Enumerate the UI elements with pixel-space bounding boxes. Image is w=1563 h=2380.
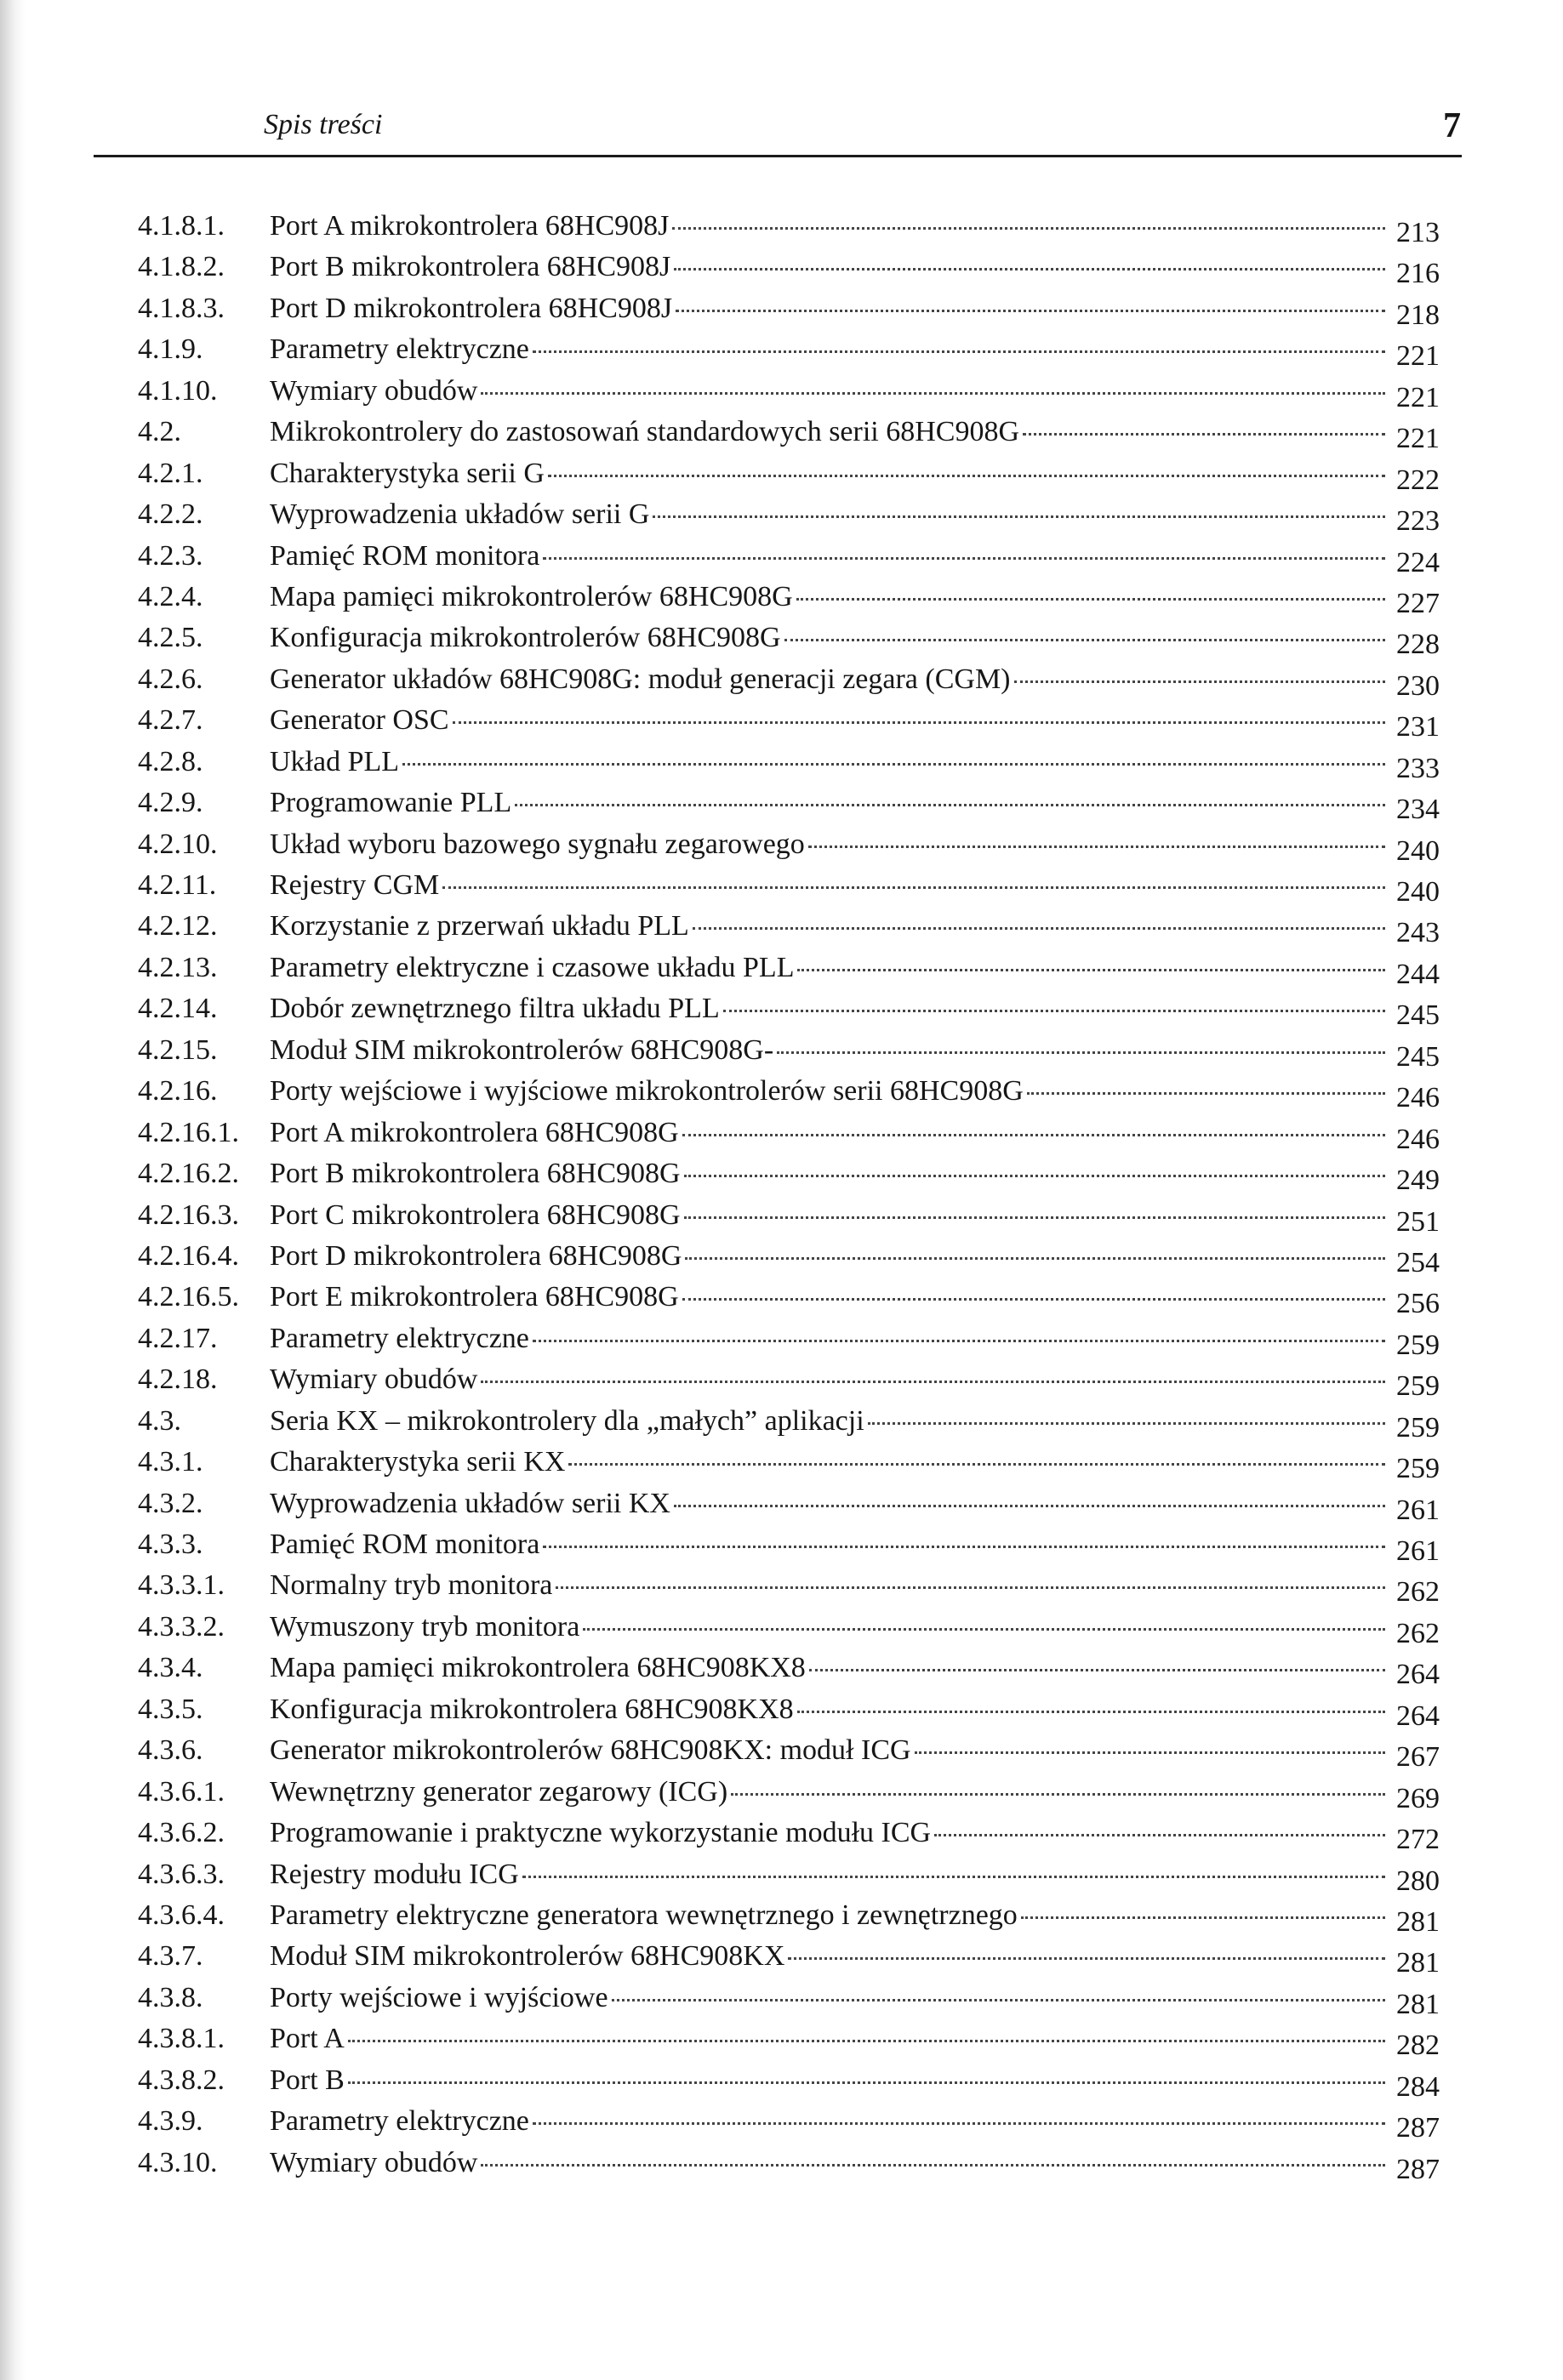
- toc-entry: [138, 453, 1440, 494]
- toc-entry-body: [270, 1277, 1440, 1318]
- toc-entry: [138, 1483, 1440, 1524]
- toc-entry-title: Charakterystyka serii G: [270, 457, 545, 489]
- toc-entry: [138, 1648, 1440, 1691]
- toc-entry: [138, 1442, 1440, 1483]
- toc-entry-body: [270, 2060, 1440, 2101]
- toc-entry: [138, 1772, 1440, 1813]
- toc-entry-number: 4.3.9.: [138, 2105, 203, 2138]
- toc-entry-body: [270, 1113, 1440, 1153]
- toc-entry-number: 4.2.7.: [138, 704, 203, 737]
- toc-entry-body: [270, 577, 1440, 618]
- toc-dot-leader: [808, 846, 1385, 848]
- toc-entry-body: [270, 1689, 1440, 1730]
- toc-entry: [138, 247, 1440, 288]
- toc-entry-title: Pamięć ROM monitora: [270, 539, 540, 572]
- toc-entry: [138, 329, 1440, 373]
- toc-entry-title: Port B mikrokontrolera 68HC908J: [270, 251, 671, 283]
- toc-entry: [138, 371, 1440, 412]
- toc-entry-page: 281: [1396, 1988, 1440, 2020]
- toc-entry-body: [270, 2018, 1440, 2062]
- toc-entry-page: 259: [1396, 1453, 1440, 1485]
- toc-entry-page: 267: [1396, 1741, 1440, 1774]
- toc-entry-title: Programowanie PLL: [270, 787, 512, 819]
- toc-entry-number: 4.2.17.: [138, 1322, 218, 1354]
- toc-entry-title: Wyprowadzenia układów serii G: [270, 498, 650, 531]
- toc-entry-number: 4.2.16.2.: [138, 1158, 239, 1190]
- toc-entry-title: Generator układów 68HC908G: moduł generacji zegara (CGM): [270, 663, 1011, 695]
- toc-dot-leader: [676, 310, 1385, 312]
- toc-entry-number: 4.2.16.3.: [138, 1199, 239, 1231]
- toc-entry-body: [270, 742, 1440, 783]
- toc-entry-number: 4.2.4.: [138, 580, 203, 612]
- toc-entry-title: Porty wejściowe i wyjściowe mikrokontrolerów serii 68HC908G: [270, 1075, 1024, 1107]
- toc-dot-leader: [543, 557, 1385, 560]
- toc-entry: [138, 494, 1440, 538]
- toc-entry-number: 4.1.8.1.: [138, 210, 225, 242]
- toc-entry-number: 4.3.6.1.: [138, 1775, 225, 1808]
- toc-entry-body: [270, 1607, 1440, 1648]
- toc-entry-number: 4.2.11.: [138, 869, 217, 901]
- toc-dot-leader: [442, 886, 1385, 889]
- toc-entry-body: [270, 906, 1440, 947]
- toc-entry: [138, 1030, 1440, 1071]
- toc-entry-number: 4.3.1.: [138, 1446, 203, 1478]
- toc-entry-title: Mikrokontrolery do zastosowań standardowych serii 68HC908G: [270, 416, 1020, 448]
- toc-entry-body: [270, 700, 1440, 741]
- toc-entry-page: 244: [1396, 958, 1440, 990]
- toc-dot-leader: [1023, 433, 1385, 436]
- toc-entry: [138, 988, 1440, 1032]
- toc-entry-title: Układ PLL: [270, 745, 400, 777]
- toc-entry-page: 221: [1396, 340, 1440, 373]
- toc-entry-number: 4.3.3.1.: [138, 1569, 225, 1602]
- toc-entry-number: 4.2.5.: [138, 622, 203, 654]
- toc-entry-page: 243: [1396, 917, 1440, 949]
- toc-entry: [138, 2060, 1440, 2101]
- toc-entry: [138, 824, 1440, 865]
- toc-entry-number: 4.1.10.: [138, 374, 218, 407]
- toc-entry: [138, 1153, 1440, 1197]
- toc-entry: [138, 1071, 1440, 1112]
- toc-entry-page: 216: [1396, 258, 1440, 290]
- toc-dot-leader: [533, 1340, 1385, 1342]
- toc-entry-body: [270, 1854, 1440, 1895]
- toc-entry-body: [270, 1071, 1440, 1112]
- toc-entry-page: 231: [1396, 711, 1440, 743]
- toc-dot-leader: [796, 598, 1385, 601]
- toc-entry: [138, 618, 1440, 661]
- toc-entry-number: 4.2.3.: [138, 539, 203, 572]
- toc-entry-page: 221: [1396, 381, 1440, 413]
- toc-entry-number: 4.2.1.: [138, 457, 203, 489]
- toc-entry-title: Parametry elektryczne generatora wewnętrznego i zewnętrznego: [270, 1899, 1018, 1931]
- toc-entry-number: 4.2.6.: [138, 663, 203, 695]
- toc-entry-page: 213: [1396, 217, 1440, 248]
- toc-entry: [138, 1195, 1440, 1236]
- toc-entry-number: 4.2.18.: [138, 1364, 218, 1396]
- toc-entry: [138, 865, 1440, 906]
- toc-dot-leader: [674, 268, 1385, 270]
- toc-entry-title: Wymiary obudów: [270, 1364, 478, 1396]
- toc-entry-page: 284: [1396, 2070, 1440, 2103]
- toc-dot-leader: [797, 969, 1385, 971]
- toc-entry-page: 281: [1396, 1947, 1440, 1979]
- toc-entry-page: 224: [1396, 546, 1440, 578]
- toc-entry-title: Moduł SIM mikrokontrolerów 68HC908KX: [270, 1940, 785, 1973]
- toc-entry-body: [270, 1895, 1440, 1936]
- toc-entry-body: [270, 453, 1440, 494]
- toc-dot-leader: [515, 804, 1385, 806]
- toc-entry-title: Port B mikrokontrolera 68HC908G: [270, 1158, 681, 1190]
- toc-entry-number: 4.3.3.2.: [138, 1610, 225, 1643]
- toc-entry-number: 4.2.12.: [138, 910, 218, 942]
- toc-dot-leader: [402, 763, 1385, 766]
- toc-dot-leader: [731, 1793, 1385, 1796]
- toc-dot-leader: [684, 1216, 1385, 1219]
- toc-entry: [138, 577, 1440, 618]
- toc-entry-number: 4.3.10.: [138, 2146, 218, 2178]
- toc-entry: [138, 1113, 1440, 1153]
- toc-dot-leader: [481, 1381, 1385, 1383]
- toc-entry-title: Port A mikrokontrolera 68HC908G: [270, 1116, 679, 1148]
- table-of-contents: [138, 206, 1440, 2184]
- toc-entry-page: 262: [1396, 1576, 1440, 1608]
- toc-entry-number: 4.1.9.: [138, 333, 203, 366]
- toc-entry: [138, 288, 1440, 329]
- toc-entry-body: [270, 618, 1440, 661]
- toc-dot-leader: [685, 1257, 1385, 1260]
- toc-entry-body: [270, 329, 1440, 373]
- toc-entry-body: [270, 1318, 1440, 1359]
- toc-entry-body: [270, 1359, 1440, 1403]
- toc-entry-page: 227: [1396, 587, 1440, 619]
- toc-entry-page: 261: [1396, 1535, 1440, 1567]
- toc-dot-leader: [348, 2040, 1385, 2042]
- toc-entry: [138, 1565, 1440, 1606]
- toc-entry-number: 4.3.8.2.: [138, 2064, 225, 2096]
- toc-entry-number: 4.3.6.: [138, 1734, 203, 1767]
- toc-entry-page: 259: [1396, 1411, 1440, 1443]
- toc-entry-body: [270, 2143, 1440, 2184]
- toc-entry: [138, 1401, 1440, 1442]
- toc-entry-number: 4.3.8.: [138, 1981, 203, 2013]
- toc-entry-body: [270, 1442, 1440, 1483]
- toc-entry-body: [270, 1030, 1440, 1071]
- toc-entry-title: Korzystanie z przerwań układu PLL: [270, 910, 689, 942]
- toc-entry-title: Dobór zewnętrznego filtra układu PLL: [270, 993, 720, 1025]
- toc-entry-title: Generator mikrokontrolerów 68HC908KX: moduł ICG: [270, 1734, 911, 1767]
- toc-entry-title: Mapa pamięci mikrokontrolera 68HC908KX8: [270, 1652, 806, 1684]
- toc-entry-body: [270, 536, 1440, 577]
- toc-entry-title: Port D mikrokontrolera 68HC908G: [270, 1239, 682, 1272]
- toc-entry-number: 4.2.16.4.: [138, 1239, 239, 1272]
- toc-entry-title: Wymiary obudów: [270, 2146, 478, 2178]
- toc-dot-leader: [568, 1463, 1385, 1466]
- toc-entry-number: 4.2.16.1.: [138, 1116, 239, 1148]
- toc-entry-title: Charakterystyka serii KX: [270, 1446, 566, 1478]
- toc-entry: [138, 1689, 1440, 1730]
- toc-entry-title: Konfiguracja mikrokontrolera 68HC908KX8: [270, 1693, 794, 1725]
- toc-entry-page: 221: [1396, 423, 1440, 455]
- toc-dot-leader: [777, 1051, 1385, 1054]
- toc-entry-title: Normalny tryb monitora: [270, 1569, 553, 1602]
- toc-entry-title: Seria KX – mikrokontrolery dla „małych” aplikacji: [270, 1404, 864, 1437]
- toc-dot-leader: [481, 2164, 1385, 2166]
- toc-entry-title: Port A mikrokontrolera 68HC908J: [270, 210, 670, 242]
- toc-entry-body: [270, 865, 1440, 906]
- toc-dot-leader: [723, 1010, 1385, 1012]
- toc-dot-leader: [934, 1834, 1385, 1836]
- toc-entry-body: [270, 2101, 1440, 2142]
- toc-entry-page: 281: [1396, 1905, 1440, 1938]
- toc-entry-title: Wyprowadzenia układów serii KX: [270, 1487, 670, 1519]
- toc-entry-page: 249: [1396, 1164, 1440, 1197]
- toc-entry: [138, 783, 1440, 826]
- toc-dot-leader: [548, 475, 1385, 477]
- toc-entry-body: [270, 1524, 1440, 1565]
- toc-entry-title: Port D mikrokontrolera 68HC908J: [270, 292, 673, 324]
- toc-entry: [138, 1318, 1440, 1359]
- toc-dot-leader: [693, 927, 1385, 930]
- toc-entry-number: 4.3.6.2.: [138, 1817, 225, 1849]
- toc-dot-leader: [556, 1586, 1385, 1589]
- toc-entry-page: 240: [1396, 876, 1440, 908]
- toc-entry-body: [270, 1813, 1440, 1856]
- toc-dot-leader: [1027, 1092, 1385, 1095]
- toc-entry-page: 261: [1396, 1494, 1440, 1526]
- toc-entry-title: Mapa pamięci mikrokontrolerów 68HC908G: [270, 580, 793, 612]
- toc-dot-leader: [453, 721, 1385, 724]
- toc-entry-number: 4.3.6.3.: [138, 1858, 225, 1890]
- toc-entry-number: 4.2.16.: [138, 1075, 218, 1107]
- toc-dot-leader: [797, 1711, 1385, 1713]
- toc-entry-title: Moduł SIM mikrokontrolerów 68HC908G-: [270, 1033, 774, 1066]
- toc-dot-leader: [481, 392, 1385, 395]
- toc-entry-number: 4.2.8.: [138, 745, 203, 777]
- toc-dot-leader: [543, 1546, 1385, 1548]
- toc-entry-page: 246: [1396, 1082, 1440, 1114]
- running-header: [94, 100, 1468, 162]
- toc-entry: [138, 1813, 1440, 1856]
- toc-entry-number: 4.3.4.: [138, 1652, 203, 1684]
- toc-entry-title: Port A: [270, 2023, 345, 2055]
- toc-entry: [138, 2143, 1440, 2184]
- toc-dot-leader: [522, 1876, 1385, 1878]
- toc-entry: [138, 1730, 1440, 1774]
- toc-entry-page: 223: [1396, 505, 1440, 538]
- toc-entry-number: 4.3.8.1.: [138, 2023, 225, 2055]
- toc-entry-page: 228: [1396, 629, 1440, 661]
- toc-entry-page: 264: [1396, 1700, 1440, 1732]
- toc-entry-page: 251: [1396, 1205, 1440, 1238]
- toc-entry-title: Pamięć ROM monitora: [270, 1529, 540, 1560]
- toc-entry-title: Rejestry CGM: [270, 869, 440, 901]
- toc-entry-body: [270, 988, 1440, 1032]
- toc-dot-leader: [684, 1175, 1385, 1177]
- toc-entry-body: [270, 783, 1440, 826]
- toc-entry-number: 4.3.: [138, 1404, 181, 1437]
- toc-dot-leader: [784, 639, 1385, 641]
- toc-dot-leader: [672, 227, 1385, 230]
- toc-entry-page: 254: [1396, 1246, 1440, 1278]
- toc-entry-number: 4.3.2.: [138, 1487, 203, 1519]
- toc-entry: [138, 1524, 1440, 1565]
- toc-entry-title: Porty wejściowe i wyjściowe: [270, 1981, 608, 2013]
- toc-entry-number: 4.2.13.: [138, 951, 218, 983]
- toc-entry: [138, 1359, 1440, 1403]
- toc-entry-body: [270, 1772, 1440, 1813]
- toc-entry-body: [270, 371, 1440, 412]
- toc-entry-number: 4.2.10.: [138, 828, 218, 860]
- toc-entry-page: 287: [1396, 2112, 1440, 2144]
- toc-entry: [138, 948, 1440, 988]
- toc-entry-body: [270, 247, 1440, 288]
- toc-entry-title: Generator OSC: [270, 704, 449, 737]
- toc-dot-leader: [788, 1957, 1385, 1960]
- toc-entry: [138, 536, 1440, 577]
- toc-entry-body: [270, 1936, 1440, 1977]
- toc-entry-body: [270, 206, 1440, 247]
- toc-entry: [138, 2101, 1440, 2142]
- toc-entry-page: 280: [1396, 1865, 1440, 1897]
- toc-entry-title: Port E mikrokontrolera 68HC908G: [270, 1281, 679, 1313]
- page-edge-shadow: [0, 0, 26, 2380]
- toc-dot-leader: [682, 1298, 1385, 1301]
- toc-entry: [138, 206, 1440, 247]
- toc-entry-page: 287: [1396, 2153, 1440, 2185]
- toc-entry-title: Parametry elektryczne i czasowe układu PLL: [270, 951, 795, 983]
- toc-dot-leader: [583, 1628, 1385, 1631]
- toc-entry-body: [270, 1648, 1440, 1691]
- toc-entry-title: Port B: [270, 2064, 345, 2096]
- toc-entry-number: 4.3.5.: [138, 1693, 203, 1725]
- toc-entry-page: 246: [1396, 1123, 1440, 1155]
- toc-entry-number: 4.2.15.: [138, 1033, 218, 1066]
- toc-entry: [138, 1936, 1440, 1977]
- toc-entry-number: 4.2.14.: [138, 993, 218, 1025]
- toc-entry-body: [270, 1730, 1440, 1774]
- toc-dot-leader: [612, 1999, 1385, 2001]
- toc-entry: [138, 1854, 1440, 1895]
- toc-entry-page: 233: [1396, 752, 1440, 784]
- toc-entry-number: 4.2.9.: [138, 787, 203, 819]
- toc-entry-body: [270, 1978, 1440, 2018]
- toc-entry: [138, 700, 1440, 741]
- toc-entry-body: [270, 1195, 1440, 1236]
- toc-entry-body: [270, 412, 1440, 453]
- toc-entry-page: 240: [1396, 834, 1440, 867]
- toc-entry-body: [270, 1401, 1440, 1442]
- toc-entry-number: 4.1.8.2.: [138, 251, 225, 283]
- toc-entry-page: 269: [1396, 1782, 1440, 1814]
- toc-entry-page: 282: [1396, 2030, 1440, 2062]
- running-header-title: Spis treści: [264, 109, 383, 140]
- toc-entry-title: Port C mikrokontrolera 68HC908G: [270, 1199, 681, 1231]
- toc-entry-number: 4.2.: [138, 416, 181, 448]
- toc-dot-leader: [809, 1669, 1385, 1671]
- toc-entry: [138, 1978, 1440, 2018]
- toc-entry-body: [270, 659, 1440, 700]
- toc-entry: [138, 1607, 1440, 1648]
- toc-dot-leader: [1021, 1916, 1385, 1919]
- toc-entry-page: 259: [1396, 1370, 1440, 1403]
- toc-entry: [138, 1277, 1440, 1318]
- toc-dot-leader: [533, 350, 1385, 353]
- toc-entry-body: [270, 1236, 1440, 1277]
- toc-entry-body: [270, 948, 1440, 988]
- toc-entry-title: Parametry elektryczne: [270, 1322, 529, 1354]
- toc-entry: [138, 1236, 1440, 1277]
- toc-entry-title: Wewnętrzny generator zegarowy (ICG): [270, 1775, 728, 1808]
- toc-entry-number: 4.3.6.4.: [138, 1899, 225, 1931]
- toc-entry-number: 4.1.8.3.: [138, 292, 225, 324]
- toc-entry-title: Wymuszony tryb monitora: [270, 1610, 580, 1643]
- toc-entry-page: 245: [1396, 1040, 1440, 1073]
- toc-entry-body: [270, 288, 1440, 329]
- toc-entry-title: Parametry elektryczne: [270, 333, 529, 366]
- toc-entry-body: [270, 1153, 1440, 1197]
- toc-dot-leader: [868, 1422, 1385, 1425]
- toc-entry-body: [270, 1565, 1440, 1606]
- toc-entry-page: 230: [1396, 669, 1440, 702]
- toc-entry: [138, 1895, 1440, 1936]
- toc-entry-page: 245: [1396, 999, 1440, 1032]
- toc-entry-page: 222: [1396, 464, 1440, 496]
- toc-entry-page: 218: [1396, 299, 1440, 331]
- toc-entry-body: [270, 494, 1440, 538]
- page-number: 7: [1443, 106, 1461, 145]
- toc-entry-title: Konfiguracja mikrokontrolerów 68HC908G: [270, 622, 781, 654]
- toc-entry-title: Rejestry modułu ICG: [270, 1858, 519, 1890]
- toc-entry: [138, 2018, 1440, 2062]
- toc-entry-page: 272: [1396, 1824, 1440, 1856]
- toc-entry-page: 256: [1396, 1288, 1440, 1320]
- toc-entry-page: 262: [1396, 1617, 1440, 1649]
- toc-entry-title: Wymiary obudów: [270, 374, 478, 407]
- toc-entry: [138, 659, 1440, 700]
- toc-entry-page: 259: [1396, 1329, 1440, 1361]
- toc-entry-page: 234: [1396, 794, 1440, 826]
- toc-entry-page: 264: [1396, 1659, 1440, 1691]
- toc-entry-title: Układ wyboru bazowego sygnału zegarowego: [270, 828, 805, 860]
- toc-entry-title: Parametry elektryczne: [270, 2105, 529, 2138]
- toc-dot-leader: [653, 515, 1385, 518]
- toc-entry: [138, 906, 1440, 947]
- toc-entry-number: 4.2.2.: [138, 498, 203, 531]
- header-rule: [94, 155, 1462, 157]
- toc-entry: [138, 412, 1440, 453]
- toc-entry-number: 4.3.3.: [138, 1529, 203, 1560]
- toc-dot-leader: [348, 2081, 1385, 2084]
- toc-entry-number: 4.2.16.5.: [138, 1281, 239, 1313]
- toc-dot-leader: [674, 1505, 1385, 1507]
- toc-dot-leader: [915, 1751, 1385, 1754]
- toc-entry-body: [270, 824, 1440, 865]
- toc-entry-title: Programowanie i praktyczne wykorzystanie modułu ICG: [270, 1817, 932, 1849]
- toc-dot-leader: [1014, 680, 1385, 683]
- toc-entry-body: [270, 1483, 1440, 1524]
- toc-entry-number: 4.3.7.: [138, 1940, 203, 1973]
- toc-dot-leader: [533, 2122, 1385, 2125]
- toc-entry: [138, 742, 1440, 783]
- toc-dot-leader: [682, 1134, 1385, 1136]
